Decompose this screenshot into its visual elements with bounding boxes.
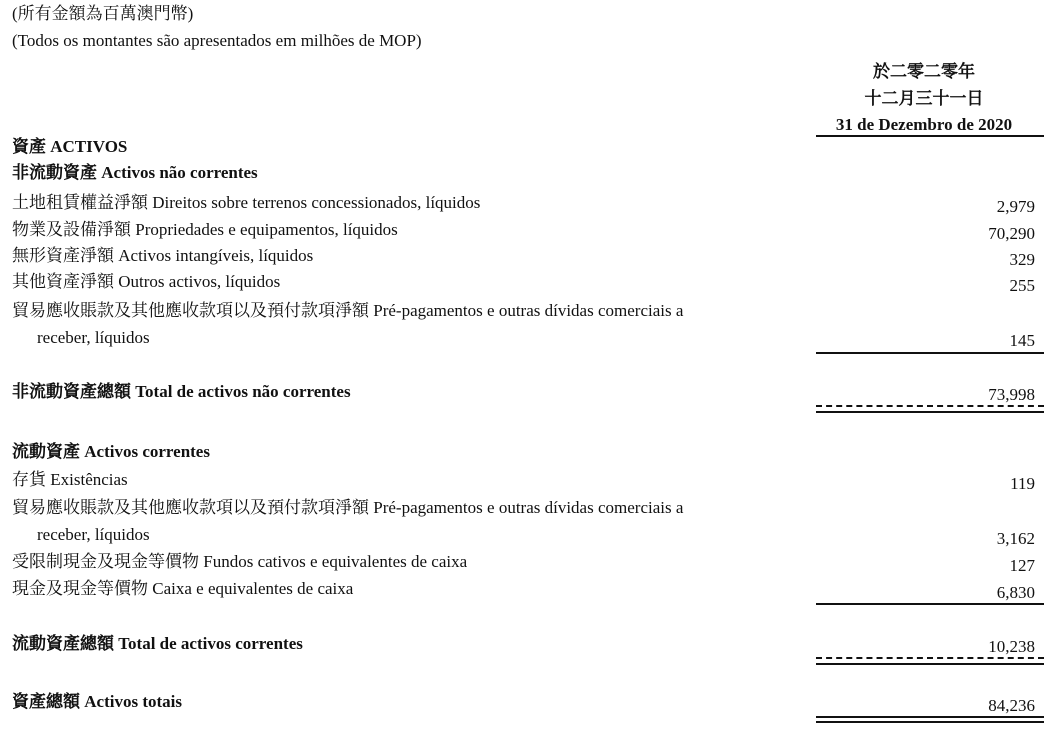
noncurrent-row-label-continued: receber, líquidos (37, 328, 150, 347)
total-rule-solid (816, 411, 1044, 413)
current-row-value: 127 (1009, 556, 1035, 575)
column-header-underline (816, 135, 1044, 137)
noncurrent-row-label: 其他資產淨額 Outros activos, líquidos (12, 272, 281, 291)
column-header-line2: 十二月三十一日 (864, 89, 984, 108)
current-row-label: 存貨 Existências (12, 470, 128, 489)
noncurrent-row-label: 物業及設備淨額 Propriedades e equipamentos, líquidos (12, 220, 398, 239)
current-row-label: 現金及現金等價物 Caixa e equivalentes de caixa (12, 579, 354, 598)
noncurrent-row-label: 土地租賃權益淨額 Direitos sobre terrenos concessionados, líquidos (12, 193, 481, 212)
current-row-label: 貿易應收賬款及其他應收款項以及預付款項淨額 Pré-pagamentos e outras dívidas comerciais a (12, 498, 684, 517)
currency-note-chinese: (所有金額為百萬澳門幣) (12, 4, 194, 23)
noncurrent-row-value: 2,979 (996, 197, 1035, 216)
noncurrent-total-label: 非流動資產總額 Total de activos não correntes (12, 382, 351, 401)
current-row-value: 119 (1010, 474, 1035, 493)
current-total-value: 10,238 (988, 637, 1035, 656)
column-header-line1: 於二零二零年 (873, 62, 975, 81)
noncurrent-row-label: 無形資產淨額 Activos intangíveis, líquidos (12, 246, 314, 265)
subtotal-rule (816, 352, 1044, 354)
subtotal-rule (816, 603, 1044, 605)
assets-heading: 資產 ACTIVOS (12, 137, 128, 156)
current-row-value: 3,162 (996, 529, 1035, 548)
currency-note-portuguese: (Todos os montantes são apresentados em milhões de MOP) (12, 31, 422, 50)
total-rule-dashed (816, 405, 1044, 407)
noncurrent-row-value: 329 (1009, 250, 1035, 269)
current-row-label: 受限制現金及現金等價物 Fundos cativos e equivalentes de caixa (12, 552, 468, 571)
grand-total-rule-bottom (816, 721, 1044, 723)
noncurrent-total-value: 73,998 (988, 385, 1035, 404)
current-heading: 流動資產 Activos correntes (12, 442, 210, 461)
noncurrent-row-label: 貿易應收賬款及其他應收款項以及預付款項淨額 Pré-pagamentos e outras dívidas comerciais a (12, 301, 684, 320)
current-total-label: 流動資產總額 Total de activos correntes (12, 634, 303, 653)
total-rule-dashed (816, 657, 1044, 659)
current-row-label-continued: receber, líquidos (37, 525, 150, 544)
current-row-value: 6,830 (996, 583, 1035, 602)
column-header-date: 31 de Dezembro de 2020 (835, 115, 1013, 134)
grand-total-rule-top (816, 716, 1044, 718)
noncurrent-row-value: 145 (1009, 331, 1035, 350)
grand-total-value: 84,236 (988, 696, 1035, 715)
noncurrent-row-value: 70,290 (988, 224, 1035, 243)
noncurrent-row-value: 255 (1009, 276, 1035, 295)
total-rule-solid (816, 663, 1044, 665)
grand-total-label: 資產總額 Activos totais (12, 692, 182, 711)
noncurrent-heading: 非流動資產 Activos não correntes (12, 163, 258, 182)
